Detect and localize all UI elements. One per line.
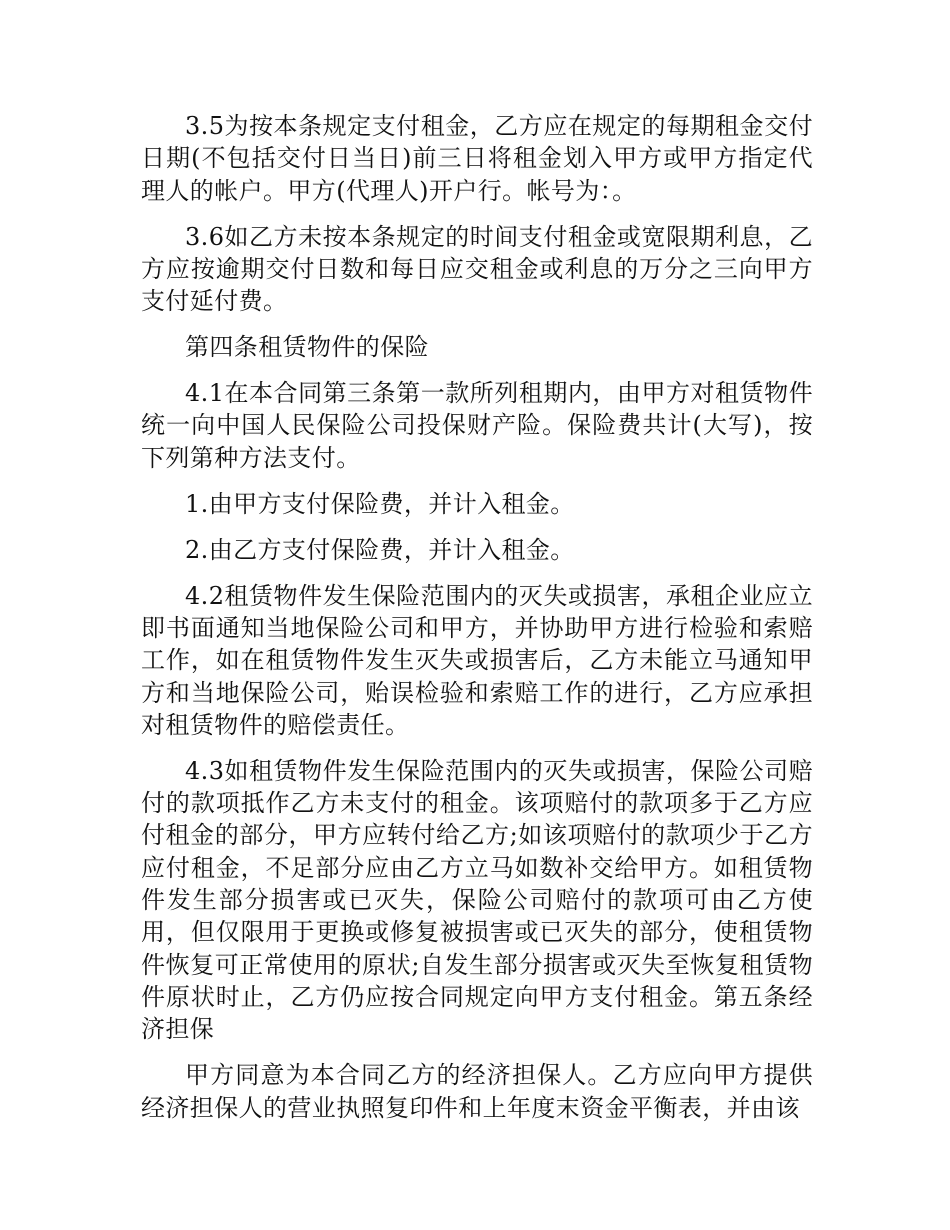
article-4-heading: 第四条租赁物件的保险 <box>185 333 429 362</box>
clause-4-2-paragraph: 4.2租赁物件发生保险范围内的灭失或损害，承租企业应立即书面通知当地保险公司和甲方，并协助甲方进行检验和索赔工作，如在租赁物件发生灭失或损害后，乙方未能立马通知甲方和当地保险公司，贻误检验和索赔工作的进行，乙方应承担对租赁物件的赔偿责任。 <box>141 581 813 739</box>
option-1-paragraph: 1.由甲方支付保险费，并计入租金。 <box>185 489 575 518</box>
option-2-paragraph: 2.由乙方支付保险费，并计入租金。 <box>185 535 575 564</box>
clause-4-1-paragraph: 4.1在本合同第三条第一款所列租期内，由甲方对租赁物件统一向中国人民保险公司投保财产险。保险费共计(大写)，按下列第种方法支付。 <box>141 379 813 472</box>
document-page <box>141 110 813 1138</box>
article-5-paragraph: 甲方同意为本合同乙方的经济担保人。乙方应向甲方提供经济担保人的营业执照复印件和上年度末资金平衡表，并由该 <box>141 1061 813 1122</box>
clause-4-3-paragraph: 4.3如租赁物件发生保险范围内的灭失或损害，保险公司赔付的款项抵作乙方未支付的租金。该项赔付的款项多于乙方应付租金的部分，甲方应转付给乙方;如该项赔付的款项少于乙方应付租金，不足部分应由乙方立马如数补交给甲方。如租赁物件发生部分损害或已灭失，保险公司赔付的款项可由乙方使用，但仅限用于更换或修复被损害或已灭失的部分，使租赁物件恢复可正常使用的原状;自发生部分损害或灭失至恢复租赁物件原状时止，乙方仍应按合同规定向甲方支付租金。第五条经济担保 <box>141 756 813 1044</box>
clause-3-6-paragraph: 3.6如乙方未按本条规定的时间支付租金或宽限期利息，乙方应按逾期交付日数和每日应交租金或利息的万分之三向甲方支付延付费。 <box>141 222 813 316</box>
clause-3-5-paragraph: 3.5为按本条规定支付租金，乙方应在规定的每期租金交付日期(不包括交付日当日)前三日将租金划入甲方或甲方指定代理人的帐户。甲方(代理人)开户行。帐号为：。 <box>141 112 813 205</box>
